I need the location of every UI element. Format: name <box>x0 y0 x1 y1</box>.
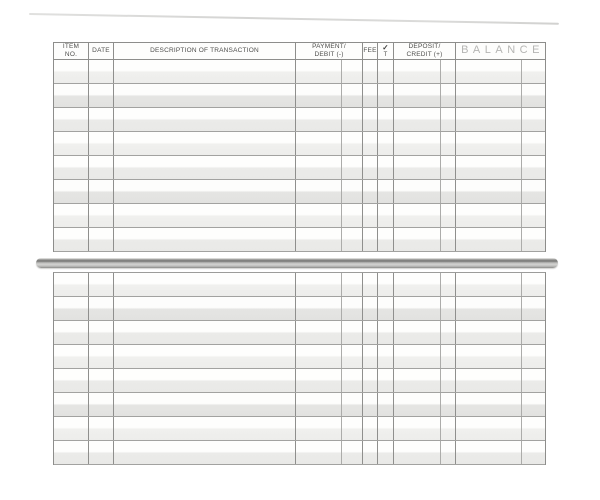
cell-item-no <box>54 204 88 227</box>
cell-payment-dollars <box>295 297 341 320</box>
cell-item-no <box>54 228 88 251</box>
cell-balance-cents <box>521 108 545 131</box>
cell-deposit-dollars <box>393 228 440 251</box>
cell-balance-dollars <box>455 273 521 296</box>
cell-balance-cents <box>521 369 545 392</box>
cell-balance-cents <box>521 297 545 320</box>
cell-fee <box>362 84 377 107</box>
cell-date <box>88 321 113 344</box>
cell-description <box>113 345 295 368</box>
cell-fee <box>362 369 377 392</box>
cell-balance-dollars <box>455 132 521 155</box>
cell-check-t <box>377 417 393 440</box>
cell-balance-dollars <box>455 441 521 464</box>
header-deposit-credit-line: DEPOSIT/ <box>408 43 441 50</box>
cell-description <box>113 60 295 83</box>
cell-fee <box>362 156 377 179</box>
cell-payment-dollars <box>295 393 341 416</box>
cell-check-t <box>377 297 393 320</box>
cell-check-t <box>377 393 393 416</box>
cell-fee <box>362 417 377 440</box>
register-row <box>54 60 545 84</box>
cell-balance-cents <box>521 417 545 440</box>
cell-payment-dollars <box>295 441 341 464</box>
cell-date <box>88 228 113 251</box>
cell-deposit-cents <box>440 84 455 107</box>
header-date <box>88 43 113 59</box>
cell-payment-cents <box>341 321 362 344</box>
cell-balance-dollars <box>455 84 521 107</box>
register-section-top <box>53 60 546 252</box>
cell-deposit-dollars <box>393 273 440 296</box>
cell-deposit-cents <box>440 273 455 296</box>
cell-deposit-cents <box>440 204 455 227</box>
cell-payment-cents <box>341 228 362 251</box>
cell-check-t <box>377 108 393 131</box>
cell-item-no <box>54 180 88 203</box>
cell-fee <box>362 228 377 251</box>
header-balance-line: BALANCE <box>461 44 544 57</box>
register-row <box>54 204 545 228</box>
cell-fee <box>362 204 377 227</box>
cell-description <box>113 228 295 251</box>
cell-deposit-cents <box>440 60 455 83</box>
cell-date <box>88 393 113 416</box>
cell-description <box>113 84 295 107</box>
register-row <box>54 228 545 252</box>
cell-payment-cents <box>341 180 362 203</box>
paper-top-edge <box>29 13 559 25</box>
cell-deposit-cents <box>440 417 455 440</box>
cell-balance-dollars <box>455 393 521 416</box>
register-row <box>54 84 545 108</box>
cell-payment-dollars <box>295 345 341 368</box>
cell-item-no <box>54 441 88 464</box>
cell-payment-dollars <box>295 132 341 155</box>
cell-check-t <box>377 60 393 83</box>
cell-balance-cents <box>521 156 545 179</box>
cell-deposit-cents <box>440 108 455 131</box>
cell-description <box>113 132 295 155</box>
cell-check-t <box>377 132 393 155</box>
cell-description <box>113 321 295 344</box>
cell-payment-cents <box>341 132 362 155</box>
cell-item-no <box>54 108 88 131</box>
cell-payment-cents <box>341 156 362 179</box>
cell-description <box>113 180 295 203</box>
cell-payment-cents <box>341 204 362 227</box>
cell-date <box>88 204 113 227</box>
cell-item-no <box>54 321 88 344</box>
register-row <box>54 132 545 156</box>
header-deposit-credit-line: CREDIT (+) <box>406 51 443 58</box>
cell-balance-dollars <box>455 228 521 251</box>
register-row <box>54 297 545 321</box>
cell-payment-cents <box>341 417 362 440</box>
cell-deposit-dollars <box>393 441 440 464</box>
cell-check-t <box>377 441 393 464</box>
cell-fee <box>362 60 377 83</box>
header-check-t-line: T <box>383 51 388 58</box>
cell-fee <box>362 441 377 464</box>
cell-check-t <box>377 369 393 392</box>
cell-item-no <box>54 297 88 320</box>
header-date-line: DATE <box>92 46 110 54</box>
cell-fee <box>362 297 377 320</box>
register-row <box>54 369 545 393</box>
cell-check-t <box>377 228 393 251</box>
cell-payment-cents <box>341 345 362 368</box>
cell-balance-cents <box>521 345 545 368</box>
cell-balance-cents <box>521 60 545 83</box>
header-deposit-credit <box>393 43 455 59</box>
cell-description <box>113 393 295 416</box>
cell-balance-cents <box>521 228 545 251</box>
cell-balance-dollars <box>455 60 521 83</box>
cell-date <box>88 60 113 83</box>
register-header <box>53 42 546 60</box>
cell-check-t <box>377 345 393 368</box>
cell-fee <box>362 108 377 131</box>
cell-payment-dollars <box>295 108 341 131</box>
cell-balance-cents <box>521 204 545 227</box>
cell-description <box>113 369 295 392</box>
header-item-no <box>54 43 88 59</box>
register-row <box>54 393 545 417</box>
cell-balance-cents <box>521 441 545 464</box>
cell-deposit-dollars <box>393 108 440 131</box>
register-row <box>54 273 545 297</box>
cell-date <box>88 417 113 440</box>
register-section-bottom <box>53 272 546 465</box>
cell-balance-dollars <box>455 321 521 344</box>
cell-deposit-cents <box>440 156 455 179</box>
cell-payment-dollars <box>295 417 341 440</box>
cell-balance-dollars <box>455 417 521 440</box>
cell-date <box>88 108 113 131</box>
cell-item-no <box>54 417 88 440</box>
register-row <box>54 417 545 441</box>
cell-balance-dollars <box>455 297 521 320</box>
cell-check-t <box>377 156 393 179</box>
cell-balance-dollars <box>455 369 521 392</box>
header-payment-debit-line: DEBIT (-) <box>314 51 344 58</box>
cell-description <box>113 441 295 464</box>
cell-deposit-cents <box>440 180 455 203</box>
cell-check-t <box>377 204 393 227</box>
register-row <box>54 345 545 369</box>
cell-balance-cents <box>521 84 545 107</box>
cell-date <box>88 273 113 296</box>
cell-payment-dollars <box>295 228 341 251</box>
cell-deposit-cents <box>440 297 455 320</box>
cell-deposit-dollars <box>393 156 440 179</box>
cell-date <box>88 441 113 464</box>
cell-balance-cents <box>521 132 545 155</box>
cell-fee <box>362 321 377 344</box>
cell-item-no <box>54 156 88 179</box>
cell-payment-dollars <box>295 321 341 344</box>
cell-deposit-dollars <box>393 345 440 368</box>
cell-date <box>88 180 113 203</box>
cell-check-t <box>377 321 393 344</box>
register-row <box>54 156 545 180</box>
cell-date <box>88 156 113 179</box>
header-fee <box>362 43 377 59</box>
header-item-no-line: NO. <box>64 51 78 58</box>
cell-payment-cents <box>341 108 362 131</box>
cell-deposit-dollars <box>393 369 440 392</box>
cell-fee <box>362 393 377 416</box>
cell-deposit-dollars <box>393 417 440 440</box>
cell-balance-cents <box>521 180 545 203</box>
cell-item-no <box>54 393 88 416</box>
cell-deposit-cents <box>440 441 455 464</box>
cell-description <box>113 273 295 296</box>
spiral-binding-bar <box>36 258 558 268</box>
register-row <box>54 108 545 132</box>
header-balance <box>455 43 545 59</box>
cell-item-no <box>54 84 88 107</box>
cell-payment-cents <box>341 84 362 107</box>
cell-fee <box>362 345 377 368</box>
cell-fee <box>362 132 377 155</box>
cell-payment-dollars <box>295 60 341 83</box>
cell-item-no <box>54 60 88 83</box>
cell-item-no <box>54 345 88 368</box>
register-row <box>54 441 545 465</box>
cell-description <box>113 297 295 320</box>
cell-balance-dollars <box>455 156 521 179</box>
cell-item-no <box>54 369 88 392</box>
cell-deposit-dollars <box>393 204 440 227</box>
cell-balance-dollars <box>455 180 521 203</box>
cell-item-no <box>54 273 88 296</box>
register-row <box>54 321 545 345</box>
cell-payment-dollars <box>295 84 341 107</box>
cell-deposit-cents <box>440 321 455 344</box>
cell-deposit-cents <box>440 393 455 416</box>
cell-deposit-cents <box>440 228 455 251</box>
cell-deposit-dollars <box>393 297 440 320</box>
cell-description <box>113 204 295 227</box>
cell-date <box>88 84 113 107</box>
header-description <box>113 43 295 59</box>
cell-date <box>88 132 113 155</box>
header-check-t <box>377 43 393 59</box>
cell-check-t <box>377 84 393 107</box>
cell-deposit-dollars <box>393 180 440 203</box>
cell-payment-cents <box>341 273 362 296</box>
cell-description <box>113 156 295 179</box>
cell-check-t <box>377 180 393 203</box>
cell-payment-dollars <box>295 369 341 392</box>
cell-deposit-dollars <box>393 132 440 155</box>
cell-date <box>88 369 113 392</box>
cell-balance-cents <box>521 273 545 296</box>
header-payment-debit-line: PAYMENT/ <box>312 43 346 50</box>
cell-deposit-dollars <box>393 393 440 416</box>
cell-deposit-cents <box>440 345 455 368</box>
cell-date <box>88 345 113 368</box>
cell-balance-dollars <box>455 345 521 368</box>
header-payment-debit <box>295 43 362 59</box>
cell-payment-dollars <box>295 156 341 179</box>
header-item-no-line: ITEM <box>62 43 80 50</box>
checkmark-icon: ✓ <box>382 43 389 53</box>
cell-payment-cents <box>341 60 362 83</box>
cell-balance-dollars <box>455 204 521 227</box>
cell-payment-cents <box>341 297 362 320</box>
cell-description <box>113 108 295 131</box>
cell-payment-cents <box>341 369 362 392</box>
cell-deposit-cents <box>440 132 455 155</box>
cell-payment-dollars <box>295 273 341 296</box>
cell-date <box>88 297 113 320</box>
cell-payment-cents <box>341 393 362 416</box>
cell-check-t <box>377 273 393 296</box>
header-fee-line: FEE <box>363 46 377 54</box>
cell-balance-dollars <box>455 108 521 131</box>
cell-item-no <box>54 132 88 155</box>
cell-fee <box>362 180 377 203</box>
cell-balance-cents <box>521 321 545 344</box>
cell-description <box>113 417 295 440</box>
cell-balance-cents <box>521 393 545 416</box>
cell-payment-dollars <box>295 180 341 203</box>
cell-deposit-dollars <box>393 60 440 83</box>
register-row <box>54 180 545 204</box>
cell-payment-cents <box>341 441 362 464</box>
cell-deposit-cents <box>440 369 455 392</box>
cell-fee <box>362 273 377 296</box>
cell-deposit-dollars <box>393 321 440 344</box>
cell-payment-dollars <box>295 204 341 227</box>
cell-deposit-dollars <box>393 84 440 107</box>
header-description-line: DESCRIPTION OF TRANSACTION <box>150 46 259 54</box>
